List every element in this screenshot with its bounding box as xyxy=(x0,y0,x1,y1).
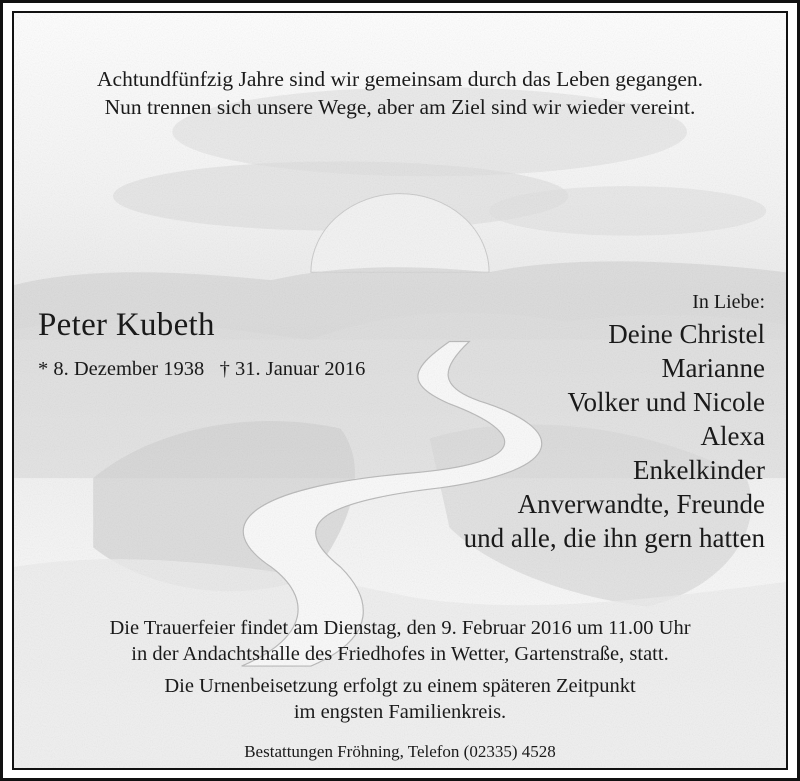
mourner-name: und alle, die ihn gern hatten xyxy=(463,523,765,553)
mourner-name: Volker und Nicole xyxy=(567,387,765,417)
service-line-1: Die Trauerfeier findet am Dienstag, den 9. Februar 2016 um 11.00 Uhr xyxy=(109,617,691,639)
service-info xyxy=(14,615,786,725)
service-line-2: in der Andachtshalle des Friedhofes in Wetter, Gartenstraße, statt. xyxy=(131,643,669,665)
funeral-home-contact: Bestattungen Fröhning, Telefon (02335) 4528 xyxy=(244,742,556,761)
motto-line-1: Achtundfünfzig Jahre sind wir gemeinsam durch das Leben gegangen. xyxy=(97,67,703,91)
notice-panel xyxy=(12,11,788,770)
mourner-name: Enkelkinder xyxy=(633,455,765,485)
birth-date: * 8. Dezember 1938 xyxy=(38,358,205,380)
mourner-name: Alexa xyxy=(700,421,765,451)
service-line-3: Die Urnenbeisetzung erfolgt zu einem späteren Zeitpunkt xyxy=(164,675,636,697)
mourners-intro: In Liebe: xyxy=(692,291,765,313)
mourners-block xyxy=(464,289,765,555)
service-line-4: im engsten Familienkreis. xyxy=(293,701,507,723)
death-date: † 31. Januar 2016 xyxy=(219,358,366,380)
mourner-name: Anverwandte, Freunde xyxy=(517,489,765,519)
mourner-name: Deine Christel xyxy=(608,319,765,349)
deceased-name: Peter Kubeth xyxy=(38,307,215,343)
motto-line-2: Nun trennen sich unsere Wege, aber am Ziel sind wir wieder vereint. xyxy=(104,95,696,119)
life-dates xyxy=(38,356,365,382)
motto xyxy=(14,65,786,121)
mourner-name: Marianne xyxy=(661,353,765,383)
